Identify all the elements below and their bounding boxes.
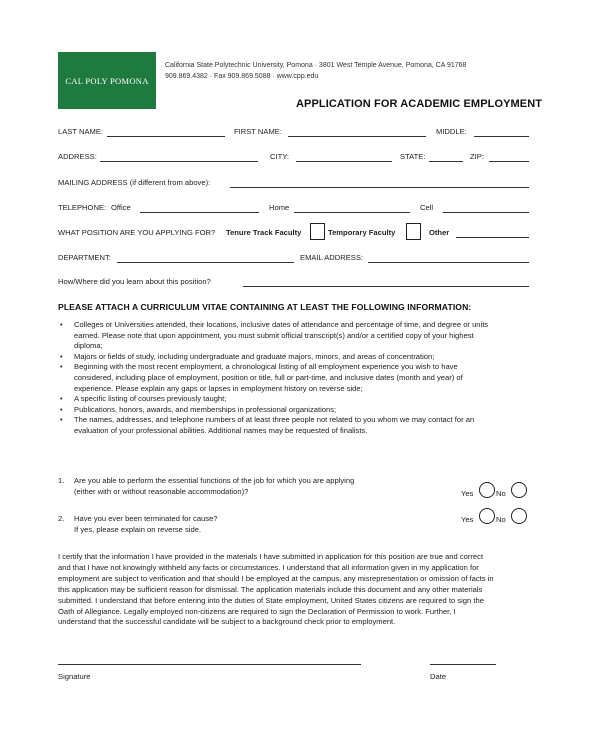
- list-item: [58, 394, 538, 405]
- bullet-icon: •: [60, 415, 63, 425]
- question-1-no-label: No: [496, 489, 506, 498]
- question-2-line-2: If yes, please explain on reverse side.: [74, 524, 202, 534]
- list-item-line: earned. Please note that upon appointment, you must submit official transcript(s) and/or a certified copy of your highest: [74, 330, 474, 340]
- signature-label: Signature: [58, 672, 91, 681]
- bullet-icon: •: [60, 351, 63, 361]
- tenure-track-checkbox[interactable]: [310, 223, 325, 240]
- bullet-icon: •: [60, 362, 63, 372]
- cv-section-heading: PLEASE ATTACH A CURRICULUM VITAE CONTAINING AT LEAST THE FOLLOWING INFORMATION:: [58, 302, 472, 312]
- question-2-yes-radio[interactable]: [479, 508, 495, 524]
- last-name-label: LAST NAME:: [58, 127, 104, 136]
- address-field[interactable]: [100, 161, 258, 162]
- question-1-line-2: (either with or without reasonable accommodation)?: [74, 486, 249, 496]
- other-position-field[interactable]: [456, 237, 529, 238]
- telephone-label: TELEPHONE:: [58, 203, 107, 212]
- email-field[interactable]: [368, 262, 529, 263]
- address-label: ADDRESS:: [58, 152, 97, 161]
- list-item-line: evaluation of your professional abilities. Additional names may be requested of finalists.: [74, 425, 368, 435]
- question-2-yes-label: Yes: [461, 515, 474, 524]
- list-item-line: Majors or fields of study, including undergraduate and graduate majors, minors, and areas of concentration;: [74, 351, 435, 361]
- certification-paragraph: [58, 552, 544, 628]
- question-2-no-label: No: [496, 515, 506, 524]
- zip-label: ZIP:: [470, 152, 484, 161]
- department-field[interactable]: [117, 262, 294, 263]
- list-item: [58, 362, 538, 394]
- cal-poly-pomona-logo: [58, 52, 156, 109]
- tenure-track-label: Tenure Track Faculty: [226, 228, 302, 237]
- question-1-line-1: Are you able to perform the essential functions of the job for which you are applying: [74, 476, 355, 485]
- list-item: [58, 415, 538, 436]
- date-label: Date: [430, 672, 447, 681]
- cell-label: Cell: [420, 203, 434, 212]
- temporary-faculty-label: Temporary Faculty: [328, 228, 396, 237]
- list-item-line: diploma;: [74, 341, 103, 351]
- certification-line: understand that the successful candidate will be subject to a background check prior to employment.: [58, 617, 396, 627]
- question-2-line-1: Have you ever been terminated for cause?: [74, 514, 218, 523]
- question-2-number: 2.: [58, 514, 65, 523]
- list-item-line: considered, including place of employment, position or title, full or part-time, and inclusive dates (month and year) of: [74, 372, 463, 382]
- email-label: EMAIL ADDRESS:: [300, 253, 364, 262]
- cell-phone-field[interactable]: [443, 212, 529, 213]
- state-field[interactable]: [429, 161, 463, 162]
- list-item-line: The names, addresses, and telephone numbers of at least three people not related to you whom we may contact for an: [74, 415, 475, 425]
- signature-field[interactable]: [58, 664, 361, 665]
- address-line-2: 909.869.4382 · Fax 909.869.5088 · www.cpp.edu: [165, 73, 319, 80]
- list-item: [58, 320, 538, 352]
- temporary-faculty-checkbox[interactable]: [406, 223, 421, 240]
- list-item-line: A specific listing of courses previously taught;: [74, 394, 227, 404]
- list-item-line: Beginning with the most recent employment, a chronological listing of all employment experience you wish to have: [74, 362, 458, 372]
- certification-line: and that I have not knowingly withheld any facts or circumstances. I understand that all information given in my application for: [58, 562, 479, 572]
- zip-field[interactable]: [489, 161, 529, 162]
- address-line-1: California State Polytechnic University, Pomona · 3801 West Temple Avenue, Pomona, CA 91768: [165, 62, 467, 69]
- question-1-text: [74, 476, 354, 497]
- certification-line: this application may be sufficient reason for dismissal. The application materials include this document and any other materials: [58, 584, 483, 594]
- question-2-text: [74, 514, 218, 535]
- question-2-no-radio[interactable]: [511, 508, 527, 524]
- middle-label: MIDDLE:: [436, 127, 467, 136]
- cv-requirements-list: [58, 320, 538, 437]
- bullet-icon: •: [60, 404, 63, 414]
- office-phone-field[interactable]: [140, 212, 259, 213]
- list-item-line: Colleges or Universities attended, their locations, inclusive dates of attendance and percentage of time, and degree or units: [74, 320, 489, 329]
- bullet-icon: •: [60, 394, 63, 404]
- logo-text: CAL POLY POMONA: [65, 75, 149, 86]
- form-title: APPLICATION FOR ACADEMIC EMPLOYMENT: [296, 98, 543, 110]
- list-item: [58, 405, 538, 416]
- mailing-address-label: MAILING ADDRESS (if different from above):: [58, 178, 211, 187]
- other-label: Other: [429, 228, 450, 237]
- list-item-line: Publications, honors, awards, and memberships in professional organizations;: [74, 404, 337, 414]
- date-field[interactable]: [430, 664, 496, 665]
- question-1-yes-label: Yes: [461, 489, 474, 498]
- middle-field[interactable]: [474, 136, 529, 137]
- list-item: [58, 352, 538, 363]
- mailing-address-field[interactable]: [230, 187, 529, 188]
- position-question-label: WHAT POSITION ARE YOU APPLYING FOR?: [58, 228, 216, 237]
- university-address: [165, 60, 466, 82]
- certification-line: employment are subject to verification and that should I be employed at the campus, any misrepresentation or omission of facts in: [58, 573, 494, 583]
- department-label: DEPARTMENT:: [58, 253, 111, 262]
- certification-line: I certify that the information I have provided in the materials I have submitted in application for this position are true and correct: [58, 552, 484, 561]
- bullet-icon: •: [60, 320, 63, 329]
- home-phone-field[interactable]: [294, 212, 410, 213]
- question-1-no-radio[interactable]: [511, 482, 527, 498]
- state-label: STATE:: [400, 152, 426, 161]
- certification-line: Oath of Allegiance. Legally employed non-citizens are required to sign the Declaration of Permission to work. Further, I: [58, 606, 456, 616]
- list-item-line: experience. Please explain any gaps or lapses in employment history on reverse side;: [74, 383, 363, 393]
- office-label: Office: [111, 203, 131, 212]
- how-learned-label: How/Where did you learn about this position?: [58, 277, 211, 286]
- question-1-yes-radio[interactable]: [479, 482, 495, 498]
- home-label: Home: [269, 203, 290, 212]
- question-1-number: 1.: [58, 476, 65, 485]
- last-name-field[interactable]: [107, 136, 225, 137]
- first-name-label: FIRST NAME:: [234, 127, 282, 136]
- city-field[interactable]: [296, 161, 392, 162]
- certification-line: submitted. I understand that before entering into the duties of State employment, United States citizens are required to sign the: [58, 595, 484, 605]
- city-label: CITY:: [270, 152, 289, 161]
- first-name-field[interactable]: [288, 136, 426, 137]
- how-learned-field[interactable]: [243, 286, 529, 287]
